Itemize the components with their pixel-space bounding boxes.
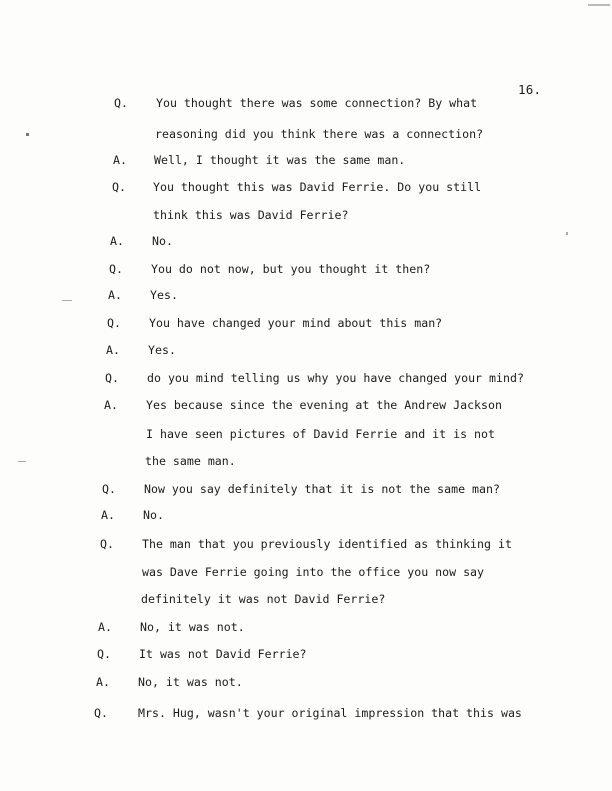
scan-speck [18,461,26,462]
line-text: No, it was not. [138,675,243,689]
scan-speck [588,4,610,6]
page-number: 16. [518,82,542,97]
line-text: No, it was not. [140,620,245,634]
speaker-label: Q. [107,316,121,330]
scan-speck [566,232,568,235]
line-text: Well, I thought it was the same man. [154,153,406,167]
speaker-label: A. [106,343,120,357]
line-text: No. [152,234,173,248]
line-text: think this was David Ferrie? [153,208,349,222]
scan-speck [62,300,72,301]
line-text: I have seen pictures of David Ferrie and it is not [146,427,496,441]
speaker-label: A. [113,153,127,167]
speaker-label: A. [101,508,115,522]
line-text: Mrs. Hug, wasn't your original impression that this was [138,706,522,720]
speaker-label: A. [108,288,122,302]
speaker-label: A. [110,234,124,248]
speaker-label: Q. [112,180,126,194]
speaker-label: Q. [97,647,111,661]
speaker-label: Q. [102,482,116,496]
line-text: Yes because since the evening at the Andrew Jackson [146,398,502,412]
line-text: It was not David Ferrie? [139,647,307,661]
line-text: was Dave Ferrie going into the office you now say [142,565,485,579]
line-text: You have changed your mind about this man? [149,316,443,330]
line-text: do you mind telling us why you have changed your mind? [147,371,524,385]
line-text: You thought this was David Ferrie. Do you still [153,180,482,194]
line-text: reasoning did you think there was a connection? [155,127,484,141]
scan-speck [26,133,29,136]
speaker-label: Q. [94,706,108,720]
speaker-label: Q. [100,537,114,551]
speaker-label: Q. [109,262,123,276]
line-text: Yes. [148,343,176,357]
line-text: definitely it was not David Ferrie? [141,592,386,606]
line-text: The man that you previously identified as thinking it [142,537,512,551]
speaker-label: Q. [114,96,128,110]
speaker-label: A. [98,620,112,634]
line-text: Now you say definitely that it is not the same man? [144,482,500,496]
speaker-label: A. [96,675,110,689]
speaker-label: A. [104,398,118,412]
speaker-label: Q. [105,371,119,385]
line-text: the same man. [145,454,236,468]
line-text: Yes. [150,288,178,302]
line-text: You do not now, but you thought it then? [151,262,431,276]
line-text: No. [143,508,164,522]
line-text: You thought there was some connection? By what [156,96,478,110]
